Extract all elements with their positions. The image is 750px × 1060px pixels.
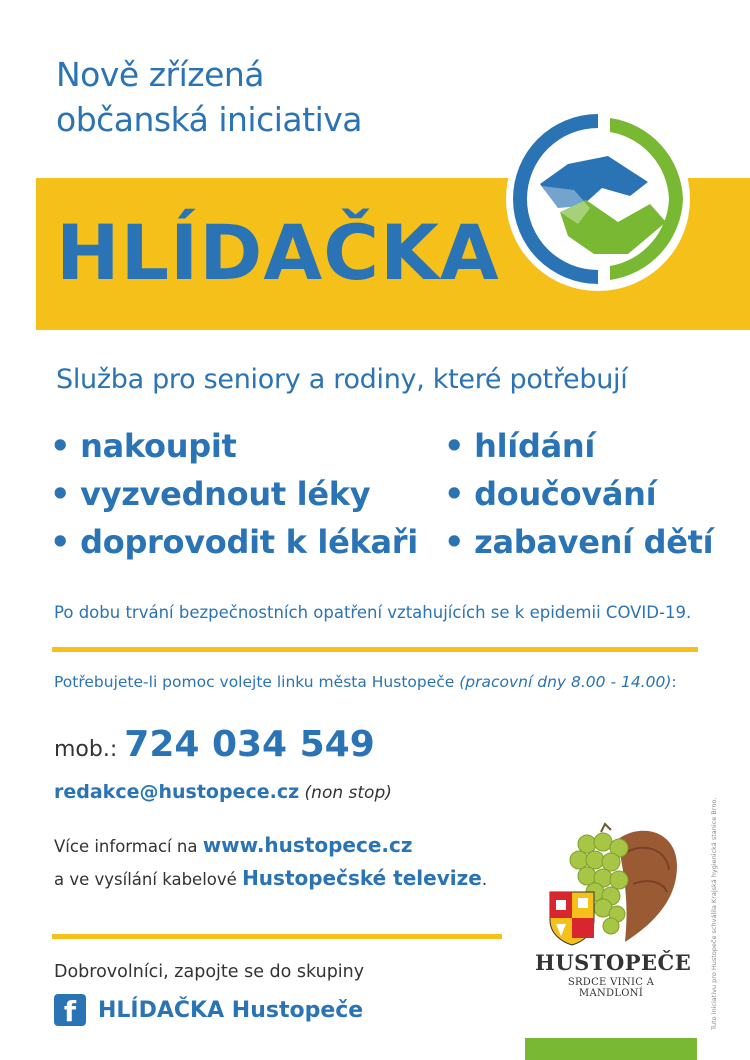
facebook-group-link[interactable] [54, 993, 363, 1027]
bullet-item [50, 475, 370, 513]
email-line [54, 781, 392, 803]
bullet-dot: • [50, 523, 71, 561]
approval-note: Tuto iniciativu pro Hustopeče schválila Krajská hygienická stanice Brno. [710, 797, 718, 1030]
bullet-label: nakoupit [80, 427, 237, 465]
bullet-dot: • [50, 427, 71, 465]
bullet-label: zabavení dětí [474, 523, 714, 561]
help-line [54, 673, 677, 691]
divider [52, 934, 502, 939]
subtitle-line-2: občanská iniciativa [56, 100, 362, 139]
divider [52, 647, 698, 652]
website-link[interactable]: www.hustopece.cz [202, 833, 413, 857]
subtitle-line-1: Nově zřízená [56, 55, 265, 94]
bullet-dot: • [50, 475, 71, 513]
handshake-logo-icon [498, 104, 698, 294]
phone-line [54, 724, 375, 765]
tv-line [54, 866, 487, 890]
tv-suffix: . [481, 870, 488, 889]
bullet-item [50, 523, 418, 561]
main-title: HLÍDAČKA [56, 208, 500, 297]
green-accent-bar [525, 1038, 697, 1060]
covid-note: Po dobu trvání bezpečnostních opatření vztahujících se k epidemii COVID-19. [54, 603, 692, 622]
phone-number[interactable]: 724 034 549 [124, 724, 375, 765]
facebook-icon: f [54, 994, 86, 1026]
coat-of-arms-icon [548, 890, 596, 946]
info-prefix: Více informací na [54, 837, 203, 856]
email-note: (non stop) [299, 783, 392, 803]
bullet-item [50, 427, 237, 465]
tv-prefix: a ve vysílání kabelové [54, 870, 243, 889]
bullet-item [444, 427, 595, 465]
bullet-dot: • [444, 427, 465, 465]
help-hours: (pracovní dny 8.00 - 14.00) [459, 673, 672, 691]
volunteers-text: Dobrovolníci, zapojte se do skupiny [54, 962, 365, 982]
service-intro: Služba pro seniory a rodiny, které potřebují [56, 364, 628, 395]
bullet-label: hlídání [474, 427, 596, 465]
town-name: HUSTOPEČE [535, 950, 692, 975]
facebook-group-name: HLÍDAČKA Hustopeče [98, 997, 364, 1023]
phone-label: mob.: [54, 737, 125, 762]
bullet-dot: • [444, 523, 465, 561]
bullet-dot: • [444, 475, 465, 513]
info-line [54, 833, 413, 857]
bullet-label: vyzvednout léky [80, 475, 371, 513]
bullet-item [444, 475, 656, 513]
help-colon: : [671, 673, 677, 691]
bullet-item [444, 523, 713, 561]
email-link[interactable]: redakce@hustopece.cz [54, 781, 300, 803]
town-motto: SRDCE VINIC A MANDLONÍ [567, 977, 655, 999]
bullet-label: doprovodit k lékaři [80, 523, 418, 561]
help-text: Potřebujete-li pomoc volejte linku města Hustopeče [54, 673, 460, 691]
bullet-label: doučování [474, 475, 657, 513]
tv-name: Hustopečské televize [242, 866, 482, 890]
